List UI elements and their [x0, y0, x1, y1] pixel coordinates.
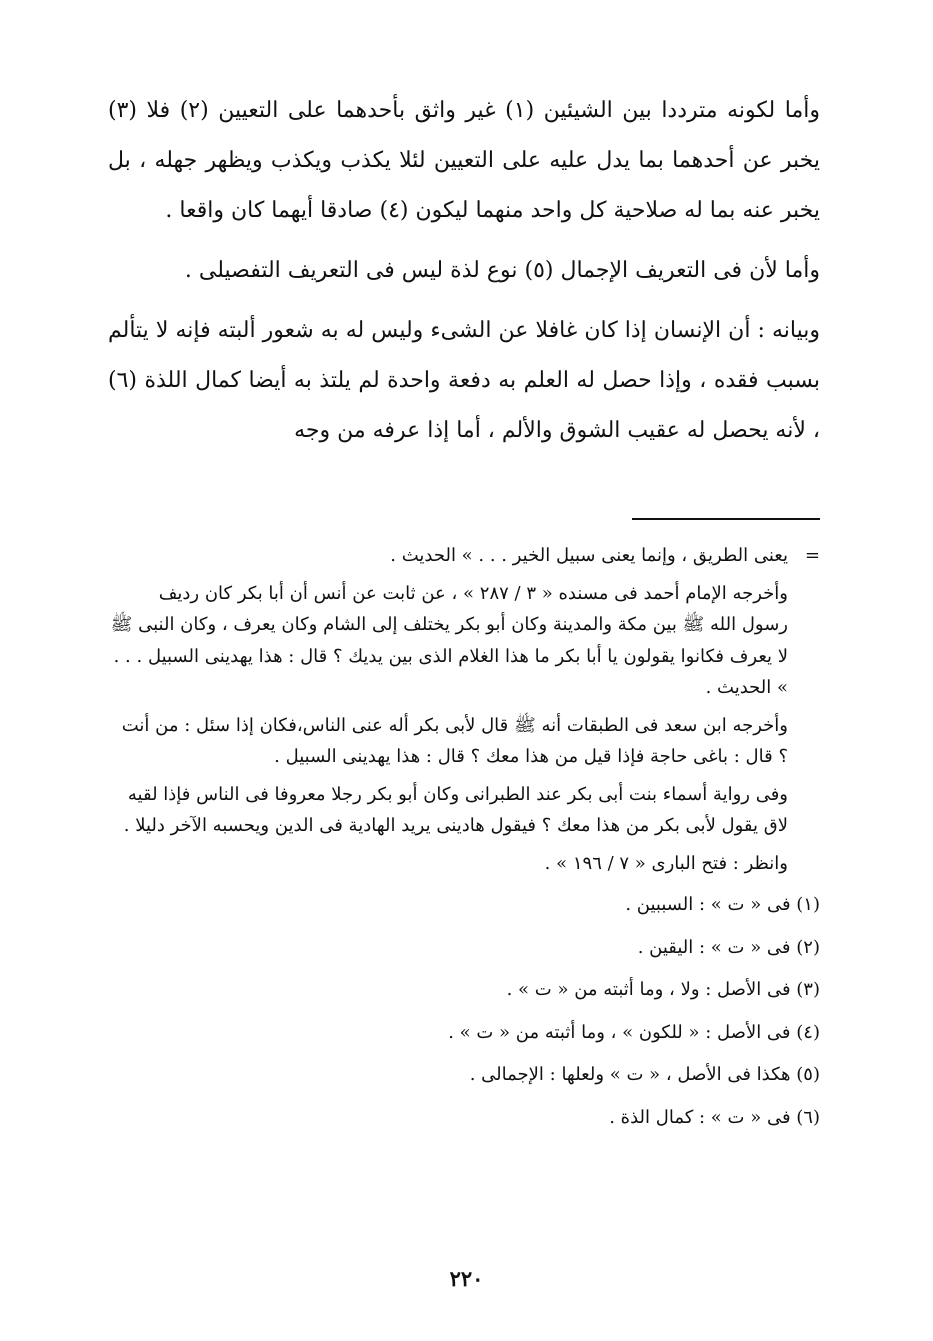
footnote-6: (٦) فى « ت » : كمال الذة .	[609, 1106, 820, 1128]
continuation-mark: =	[804, 545, 820, 566]
footnote-divider	[632, 518, 820, 520]
footnote-continuation	[108, 540, 820, 572]
main-text	[108, 86, 820, 456]
footnotes-section	[108, 540, 820, 1139]
body-paragraph-2: وأما لأن فى التعريف الإجمال (٥) نوع لذة ليس فى التعريف التفصيلى .	[184, 258, 820, 283]
see-also-reference: وانظر : فتح البارى « ٧ / ١٩٦ » .	[544, 852, 788, 874]
hadith-block-1: وأخرجه الإمام أحمد فى مسنده « ٣ / ٢٨٧ » ، عن ثابت عن أنس أن أبا بكر كان رديف رسول الله ﷺ بين مكة والمدينة وكان أبو بكر يختلف إلى الشام وكان يعرف ، وكان النبى ﷺ لا يعرف فكانوا يقولون يا أبا بكر ما هذا الغلام الذى بين يديك ؟ قال : هذا يهدينى السبيل . . . » الحديث .	[110, 582, 788, 698]
footnote-4: (٤) فى الأصل : « للكون » ، وما أثبته من « ت » .	[448, 1021, 820, 1043]
body-paragraph-1: وأما لكونه مترددا بين الشيئين (١) غير واثق بأحدهما على التعيين (٢) فلا (٣) يخبر عن أحدهما بما يدل عليه على التعيين لئلا يكذب ويكذب ويظهر جهله ، بل يخبر عنه بما له صلاحية كل واحد منهما ليكون (٤) صادقا أيهما كان واقعا .	[108, 98, 820, 223]
hadith-block-3: وفى رواية أسماء بنت أبى بكر عند الطبرانى وكان أبو بكر رجلا معروفا فى الناس فإذا لقيه لاق يقول لأبى بكر من هذا معك ؟ فيقول هادينى يريد الهادية فى الدين ويحسبه الآخر دليلا .	[123, 783, 788, 836]
footnote-1: (١) فى « ت » : السببين .	[625, 894, 820, 915]
footnote-5: (٥) هكذا فى الأصل ، « ت » ولعلها : الإجمالى .	[469, 1064, 820, 1085]
body-paragraph-3: وبيانه : أن الإنسان إذا كان غافلا عن الشىء وليس له به شعور ألبته فإنه لا يتألم بسبب فقده ، وإذا حصل له العلم به دفعة واحدة لم يلتذ به أيضا كمال اللذة (٦) ، لأنه يحصل له عقيب الشوق والألم ، أما إذا عرفه من وجه	[108, 318, 820, 443]
page-number: ٢٢٠	[449, 1266, 484, 1291]
footnote-3: (٣) فى الأصل : ولا ، وما أثبته من « ت » .	[506, 979, 820, 1000]
continuation-text: يعنى الطريق ، وإنما يعنى سبيل الخير . . . » الحديث .	[390, 545, 788, 566]
hadith-block-2: وأخرجه ابن سعد فى الطبقات أنه ﷺ قال لأبى بكر أله عنى الناس،فكان إذا سئل : من أنت ؟ قال : باغى حاجة فإذا قيل من هذا معك ؟ قال : هذا يهدينى السبيل .	[121, 714, 788, 767]
footnote-2: (٢) فى « ت » : اليقين .	[637, 936, 820, 958]
footnote-list	[108, 884, 820, 1139]
